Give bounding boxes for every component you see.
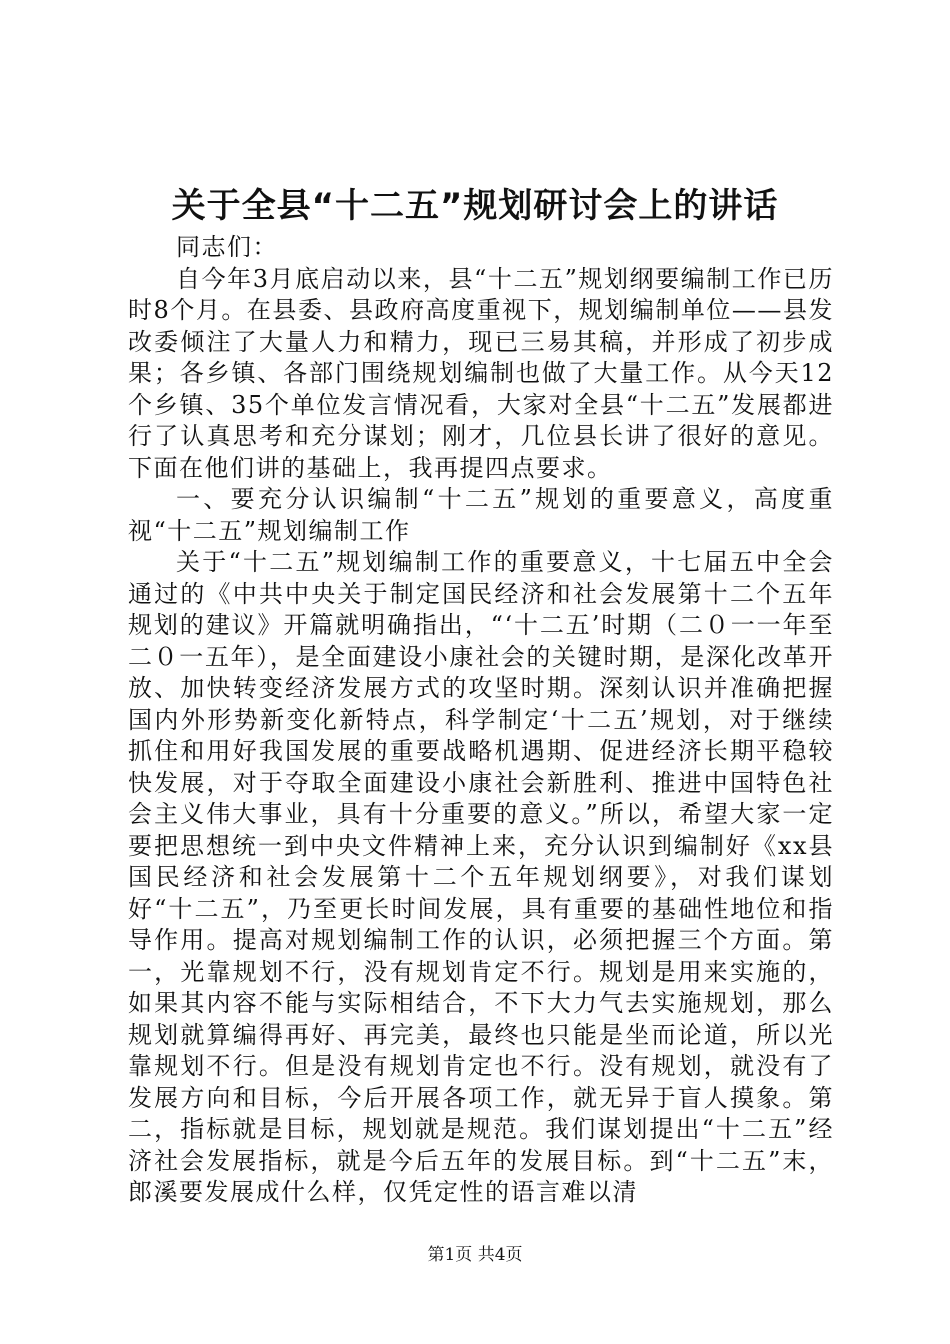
document-title: 关于全县“十二五”规划研讨会上的讲话 xyxy=(171,186,779,226)
section-heading: 一、要充分认识编制“十二五”规划的重要意义，高度重视“十二五”规划编制工作 xyxy=(128,485,834,545)
page-number: 第1页 共4页 xyxy=(427,1245,523,1265)
salutation: 同志们： xyxy=(176,233,278,261)
document-body xyxy=(128,232,834,1209)
paragraph-intro: 自今年3月底启动以来，县“十二五”规划纲要编制工作已历时8个月。在县委、县政府高度重视下，规划编制单位——县发改委倾注了大量人力和精力，现已三易其稿，并形成了初步成果；各乡镇、各部门围绕规划编制也做了大量工作。从今天12个乡镇、35个单位发言情况看，大家对全县“十二五”发展都进行了认真思考和充分谋划；刚才，几位县长讲了很好的意见。下面在他们讲的基础上，我再提四点要求。 xyxy=(128,264,834,482)
paragraph-significance: 关于“十二五”规划编制工作的重要意义，十七届五中全会通过的《中共中央关于制定国民经济和社会发展第十二个五年规划的建议》开篇就明确指出，“‘十二五’时期（二０一一年至二０一五年），是全面建设小康社会的关键时期，是深化改革开放、加快转变经济发展方式的攻坚时期。深刻认识并准确把握国内外形势新变化新特点，科学制定‘十二五’规划，对于继续抓住和用好我国发展的重要战略机遇期、促进经济长期平稳较快发展，对于夺取全面建设小康社会新胜利、推进中国特色社会主义伟大事业，具有十分重要的意义。”所以，希望大家一定要把思想统一到中央文件精神上来，充分认识到编制好《xx县国民经济和社会发展第十二个五年规划纲要》，对我们谋划好“十二五”，乃至更长时间发展，具有重要的基础性地位和指导作用。提高对规划编制工作的认识，必须把握三个方面。第一，光靠规划不行，没有规划肯定不行。规划是用来实施的，如果其内容不能与实际相结合，不下大力气去实施规划，那么规划就算编得再好、再完美，最终也只能是坐而论道，所以光靠规划不行。但是没有规划肯定也不行。没有规划，就没有了发展方向和目标，今后开展各项工作，就无异于盲人摸象。第二，指标就是目标，规划就是规范。我们谋划提出“十二五”经济社会发展指标，就是今后五年的发展目标。到“十二五”末，郎溪要发展成什么样，仅凭定性的语言难以清 xyxy=(128,548,834,1206)
